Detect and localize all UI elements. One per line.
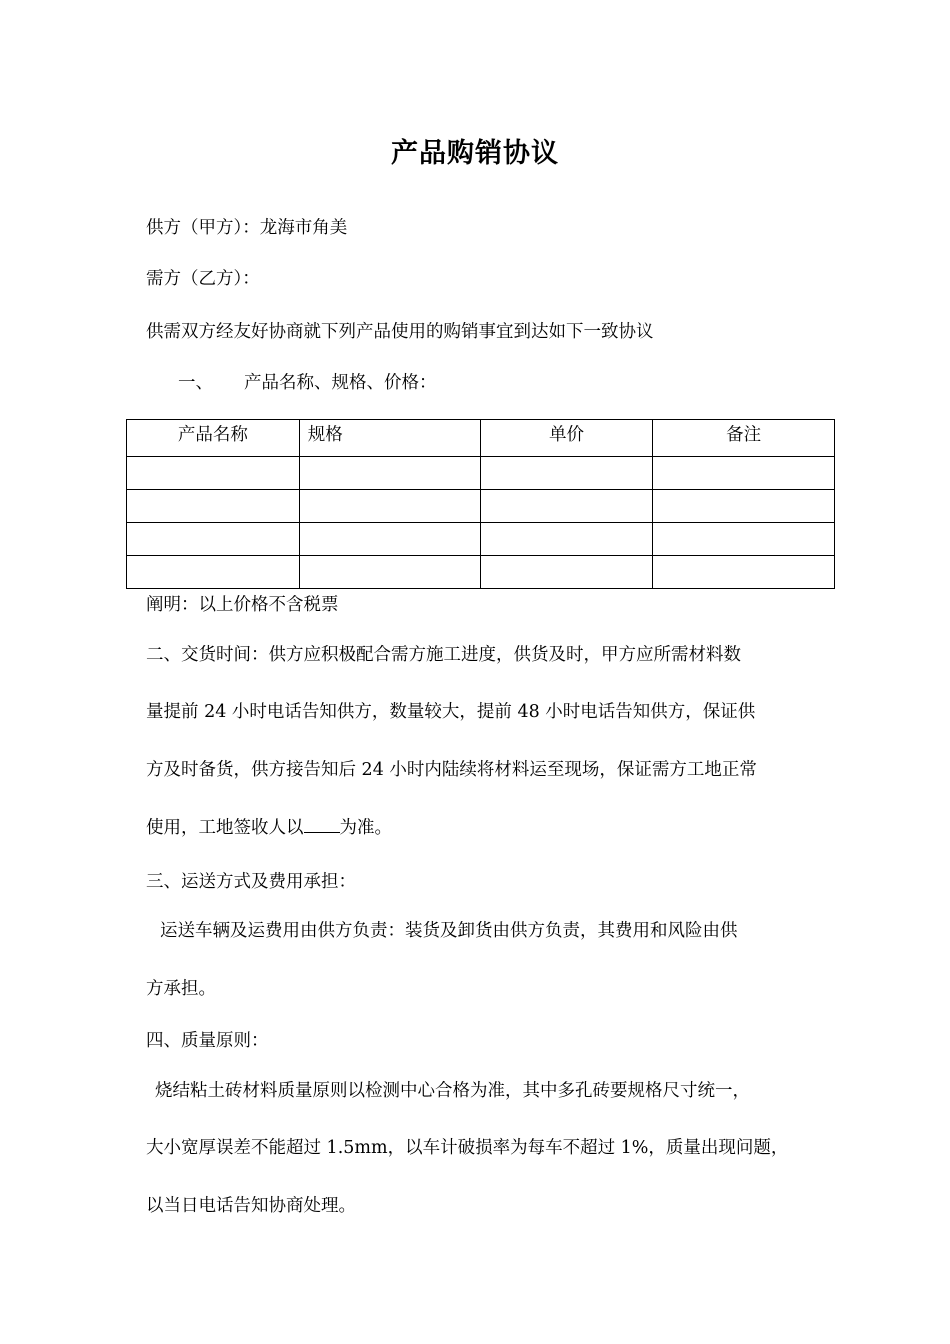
signer-blank-field xyxy=(304,815,340,833)
section4-heading: 四、质量原则： xyxy=(146,1031,269,1051)
section2-line3: 方及时备货，供方接告知后 24 小时内陆续将材料运至现场，保证需方工地正常 xyxy=(146,760,757,780)
section3-line2: 方承担。 xyxy=(146,979,216,999)
table-cell xyxy=(480,457,653,490)
section4-line3: 以当日电话告知协商处理。 xyxy=(146,1196,356,1216)
intro-paragraph: 供需双方经友好协商就下列产品使用的购销事宜到达如下一致协议 xyxy=(146,322,654,342)
table-row xyxy=(127,523,835,556)
document-title: 产品购销协议 xyxy=(391,138,559,169)
table-cell xyxy=(653,556,835,589)
tax-note: 阐明：以上价格不含税票 xyxy=(146,595,339,615)
header-unit-price: 单价 xyxy=(480,420,653,457)
section4-line2: 大小宽厚误差不能超过 1.5mm，以车计破损率为每车不超过 1%，质量出现问题， xyxy=(146,1138,789,1158)
section2-line4-start: 使用，工地签收人以 xyxy=(146,818,304,838)
supplier-line: 供方（甲方）：龙海市角美 xyxy=(146,218,348,238)
header-remarks: 备注 xyxy=(653,420,835,457)
table-cell xyxy=(299,556,480,589)
section2-line4 xyxy=(146,814,392,839)
section1-number: 一、 xyxy=(178,373,213,393)
table-cell xyxy=(127,523,300,556)
table-cell xyxy=(127,457,300,490)
table-cell xyxy=(299,523,480,556)
table-row xyxy=(127,457,835,490)
table-cell xyxy=(653,457,835,490)
table-row xyxy=(127,556,835,589)
table-cell xyxy=(653,490,835,523)
section3-heading: 三、运送方式及费用承担： xyxy=(146,872,356,892)
table-header-row xyxy=(127,420,835,457)
table-cell xyxy=(480,556,653,589)
product-table xyxy=(126,419,835,589)
table-cell xyxy=(127,556,300,589)
section2-line4-end: 为准。 xyxy=(339,818,392,838)
table-cell xyxy=(480,523,653,556)
table-cell xyxy=(127,490,300,523)
section4-line1: 烧结粘土砖材料质量原则以检测中心合格为准，其中多孔砖要规格尺寸统一， xyxy=(155,1081,750,1101)
section3-line1: 运送车辆及运费用由供方负责：装货及卸货由供方负责，其费用和风险由供 xyxy=(160,921,738,941)
header-product-name: 产品名称 xyxy=(127,420,300,457)
header-spec: 规格 xyxy=(299,420,480,457)
buyer-line: 需方（乙方）： xyxy=(146,269,260,289)
table-row xyxy=(127,490,835,523)
section2-line2: 量提前 24 小时电话告知供方，数量较大，提前 48 小时电话告知供方，保证供 xyxy=(146,702,756,722)
table-cell xyxy=(653,523,835,556)
section1-heading: 产品名称、规格、价格： xyxy=(244,373,437,393)
table-cell xyxy=(299,457,480,490)
table-cell xyxy=(480,490,653,523)
section2-line1: 二、交货时间：供方应积极配合需方施工进度，供货及时，甲方应所需材料数 xyxy=(146,645,741,665)
table-cell xyxy=(299,490,480,523)
